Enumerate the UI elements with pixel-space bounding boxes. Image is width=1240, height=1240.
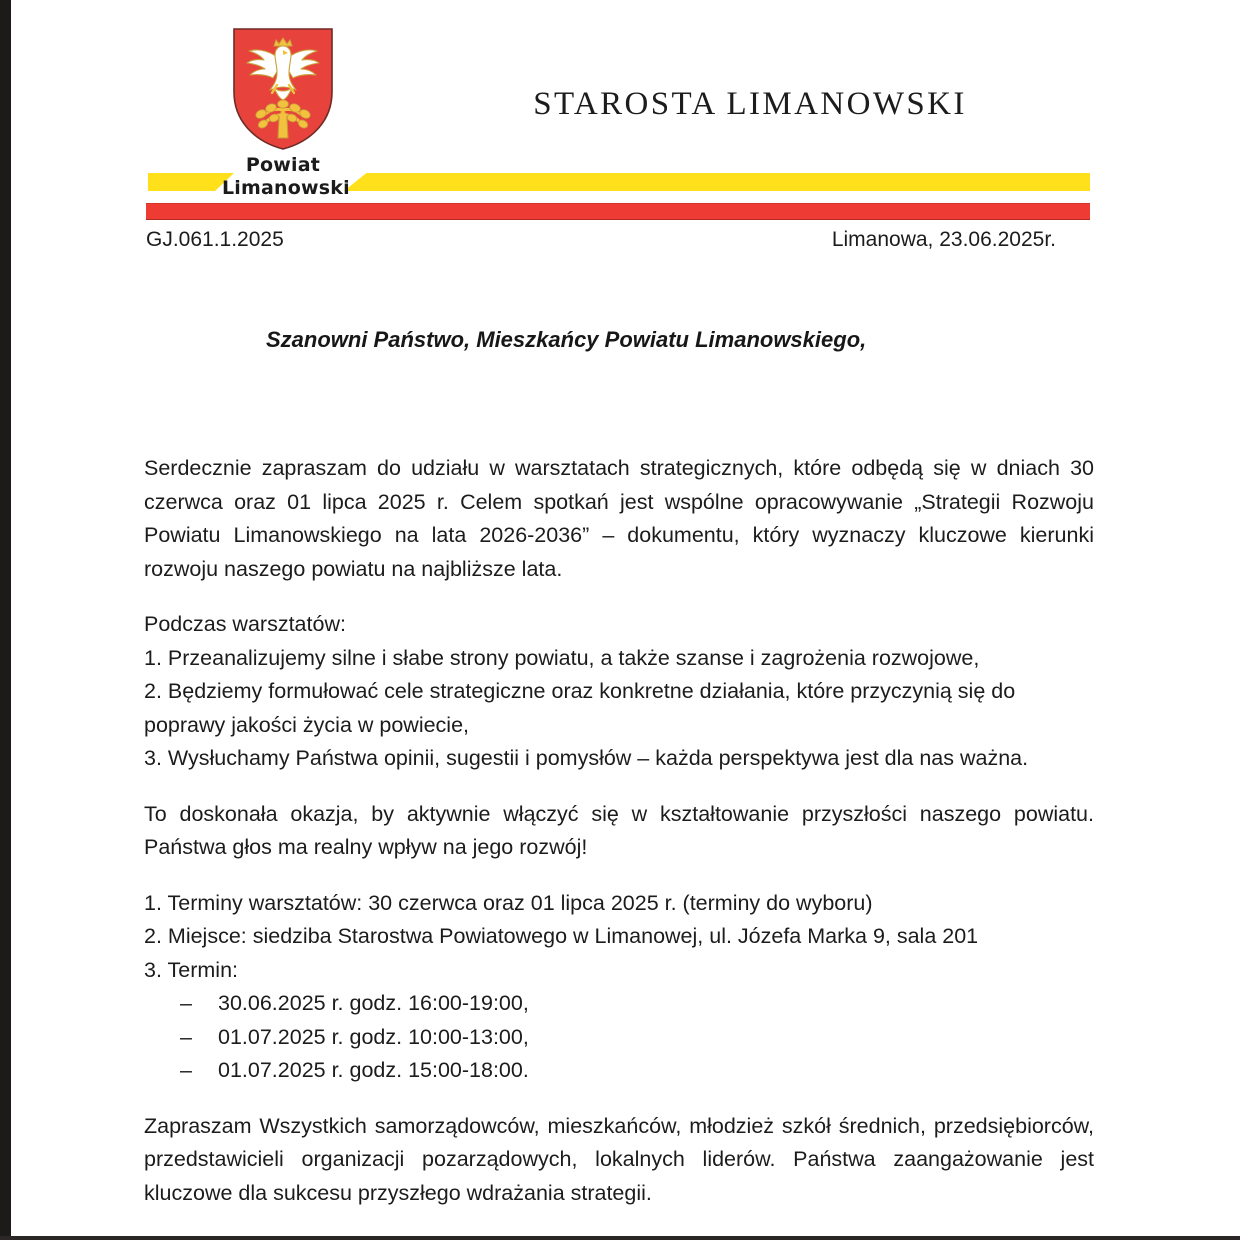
details-item-dates: 1. Terminy warsztatów: 30 czerwca oraz 01 lipca 2025 r. (terminy do wyboru) [144, 890, 873, 915]
schedule-entry: 30.06.2025 r. godz. 16:00-19:00, [218, 991, 529, 1015]
workshop-item: 3. Wysłuchamy Państwa opinii, sugestii i pomysłów – każda perspektywa jest dla nas ważna. [144, 746, 1029, 770]
salutation: Szanowni Państwo, Mieszkańcy Powiatu Limanowskiego, [266, 327, 867, 352]
workshop-item: 2. Będziemy formułować cele strategiczne oraz konkretne działania, które przyczynią się do poprawy jakości życia w powiecie, [144, 679, 1016, 737]
workshop-intro: Podczas warsztatów: [144, 612, 346, 636]
details-item-venue: 2. Miejsce: siedziba Starostwa Powiatowego w Limanowej, ul. Józefa Marka 9, sala 201 [144, 924, 979, 948]
decorative-bar-yellow-right [344, 173, 1090, 191]
paragraph-invitation: Serdecznie zapraszam do udziału w warsztatach strategicznych, które odbędą się w dniach 30 czerwca oraz 01 lipca 2025 r. Celem spotkań jest wspólne opracowywanie „Strategii Rozwoju Powiatu Limanowskiego na lata 2026-2036” – dokumentu, który wyznaczy kluczowe kierunki rozwoju naszego powiatu na najbliższe lata. [144, 456, 1094, 581]
dash-bullet-icon: – [180, 1024, 192, 1049]
dash-bullet-icon: – [180, 991, 192, 1015]
spacer [144, 865, 1094, 887]
coat-of-arms-icon [230, 26, 336, 152]
letter-body [144, 452, 1094, 1210]
list-item [144, 1021, 1094, 1055]
list-item [144, 987, 1094, 1021]
crest-caption-line-2: Limanowski [222, 177, 350, 199]
workshop-item: 1. Przeanalizujemy silne i słabe strony powiatu, a także szanse i zagrożenia rozwojowe, [144, 645, 980, 670]
reference-number: GJ.061.1.2025 [146, 228, 284, 251]
schedule-list [144, 987, 1094, 1088]
coat-of-arms-block [222, 26, 350, 200]
spacer [144, 586, 1094, 608]
spacer [144, 1088, 1094, 1110]
spacer [144, 776, 1094, 798]
place-and-date: Limanowa, 23.06.2025r. [831, 228, 1056, 251]
details-item-term: 3. Termin: [144, 957, 238, 982]
paragraph-closing-invitation: Zapraszam Wszystkich samorządowców, mieszkańców, młodzież szkół średnich, przedsiębiorców, przedstawicieli organizacji pozarządowych, lokalnych liderów. Państwa zaangażowanie jest kluczowe dla sukcesu przyszłego wdrażania strategii. [144, 1113, 1094, 1205]
letterhead [0, 0, 1240, 225]
schedule-entry: 01.07.2025 r. godz. 10:00-13:00, [218, 1024, 529, 1049]
dash-bullet-icon: – [180, 1058, 192, 1082]
list-item [144, 1054, 1094, 1088]
organization-title: STAROSTA LIMANOWSKI [533, 86, 967, 122]
decorative-bar-red [146, 203, 1090, 220]
crest-caption-line-1: Powiat [245, 154, 321, 176]
document-meta-row [146, 228, 1056, 252]
coat-of-arms-caption [222, 154, 350, 200]
paragraph-opportunity: To doskonała okazja, by aktywnie włączyć się w kształtowanie przyszłości naszego powiatu. Państwa głos ma realny wpływ na jego rozwój! [144, 801, 1094, 859]
scan-edge-bottom [0, 1236, 1240, 1240]
schedule-entry: 01.07.2025 r. godz. 15:00-18:00. [218, 1058, 529, 1082]
